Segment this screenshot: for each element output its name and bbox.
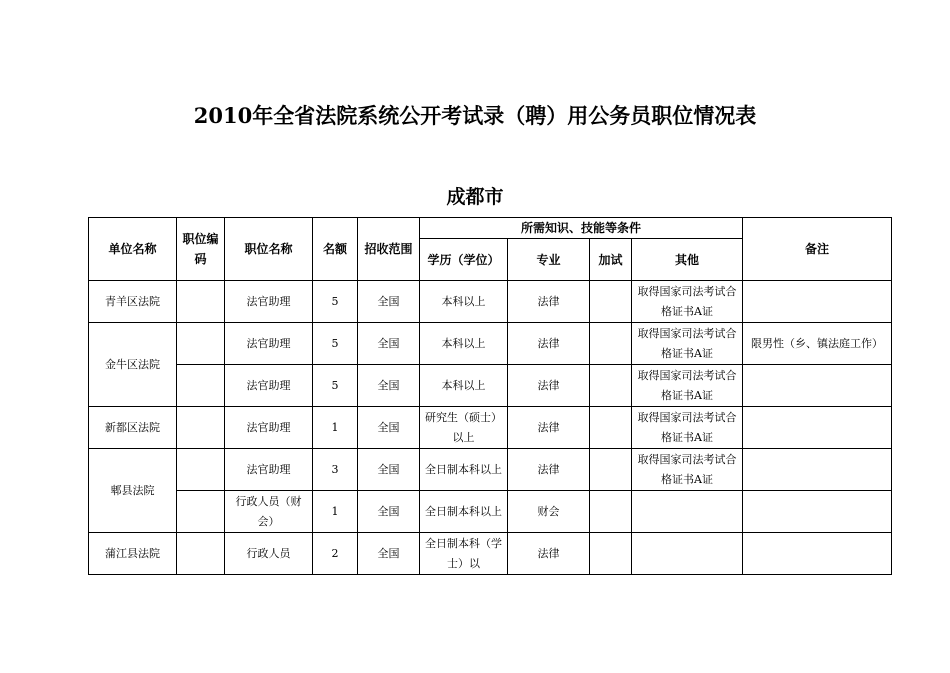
cell-unit: 金牛区法院 (89, 323, 177, 407)
table-row (89, 281, 892, 323)
cell-scope: 全国 (358, 407, 420, 449)
cell-unit: 蒲江县法院 (89, 533, 177, 575)
header-bonus: 加试 (590, 239, 632, 281)
page-title: 2010年全省法院系统公开考试录（聘）用公务员职位情况表 (193, 103, 757, 128)
cell-position: 法官助理 (225, 449, 313, 491)
cell-bonus (590, 449, 632, 491)
cell-bonus (590, 323, 632, 365)
cell-education: 研究生（硕士）以上 (420, 407, 508, 449)
header-unit: 单位名称 (89, 218, 177, 281)
table-row (89, 323, 892, 365)
city-subtitle: 成都市 (446, 186, 504, 208)
cell-other (632, 491, 743, 533)
header-remarks: 备注 (743, 218, 892, 281)
cell-quota: 1 (313, 407, 358, 449)
cell-other: 取得国家司法考试合格证书A证 (632, 281, 743, 323)
cell-code (177, 407, 225, 449)
cell-bonus (590, 491, 632, 533)
cell-education: 全日制本科以上 (420, 491, 508, 533)
cell-quota: 2 (313, 533, 358, 575)
cell-position: 法官助理 (225, 323, 313, 365)
cell-quota: 5 (313, 365, 358, 407)
cell-unit: 郫县法院 (89, 449, 177, 533)
cell-scope: 全国 (358, 281, 420, 323)
cell-bonus (590, 365, 632, 407)
cell-code (177, 323, 225, 365)
cell-other: 取得国家司法考试合格证书A证 (632, 407, 743, 449)
cell-remarks (743, 281, 892, 323)
cell-major: 法律 (508, 533, 590, 575)
cell-quota: 5 (313, 281, 358, 323)
cell-major: 法律 (508, 449, 590, 491)
header-other: 其他 (632, 239, 743, 281)
cell-code (177, 449, 225, 491)
cell-code (177, 365, 225, 407)
cell-unit: 新都区法院 (89, 407, 177, 449)
header-position: 职位名称 (225, 218, 313, 281)
cell-bonus (590, 281, 632, 323)
cell-code (177, 281, 225, 323)
cell-remarks (743, 533, 892, 575)
table-row (89, 491, 892, 533)
cell-other: 取得国家司法考试合格证书A证 (632, 449, 743, 491)
cell-quota: 3 (313, 449, 358, 491)
header-quota: 名额 (313, 218, 358, 281)
header-code: 职位编码 (177, 218, 225, 281)
cell-education: 本科以上 (420, 323, 508, 365)
cell-remarks (743, 491, 892, 533)
cell-bonus (590, 407, 632, 449)
table-row (89, 365, 892, 407)
table-row (89, 449, 892, 491)
cell-code (177, 491, 225, 533)
cell-other (632, 533, 743, 575)
cell-education: 本科以上 (420, 365, 508, 407)
cell-remarks: 限男性（乡、镇法庭工作） (743, 323, 892, 365)
cell-education: 全日制本科以上 (420, 449, 508, 491)
cell-scope: 全国 (358, 365, 420, 407)
cell-position: 法官助理 (225, 365, 313, 407)
cell-quota: 1 (313, 491, 358, 533)
header-scope: 招收范围 (358, 218, 420, 281)
cell-unit: 青羊区法院 (89, 281, 177, 323)
cell-position: 法官助理 (225, 281, 313, 323)
cell-education: 全日制本科（学士）以 (420, 533, 508, 575)
table-row (89, 533, 892, 575)
header-education: 学历（学位） (420, 239, 508, 281)
cell-remarks (743, 449, 892, 491)
cell-major: 法律 (508, 407, 590, 449)
cell-major: 法律 (508, 323, 590, 365)
cell-bonus (590, 533, 632, 575)
cell-education: 本科以上 (420, 281, 508, 323)
cell-other: 取得国家司法考试合格证书A证 (632, 365, 743, 407)
cell-position: 行政人员 (225, 533, 313, 575)
cell-quota: 5 (313, 323, 358, 365)
cell-remarks (743, 407, 892, 449)
cell-scope: 全国 (358, 449, 420, 491)
cell-code (177, 533, 225, 575)
cell-major: 财会 (508, 491, 590, 533)
cell-major: 法律 (508, 365, 590, 407)
cell-remarks (743, 365, 892, 407)
cell-scope: 全国 (358, 491, 420, 533)
header-conditions: 所需知识、技能等条件 (420, 218, 743, 239)
table-row (89, 407, 892, 449)
header-row (89, 218, 892, 239)
cell-scope: 全国 (358, 323, 420, 365)
cell-position: 行政人员（财会） (225, 491, 313, 533)
cell-major: 法律 (508, 281, 590, 323)
cell-other: 取得国家司法考试合格证书A证 (632, 323, 743, 365)
header-major: 专业 (508, 239, 590, 281)
cell-position: 法官助理 (225, 407, 313, 449)
cell-scope: 全国 (358, 533, 420, 575)
positions-table (88, 217, 892, 575)
